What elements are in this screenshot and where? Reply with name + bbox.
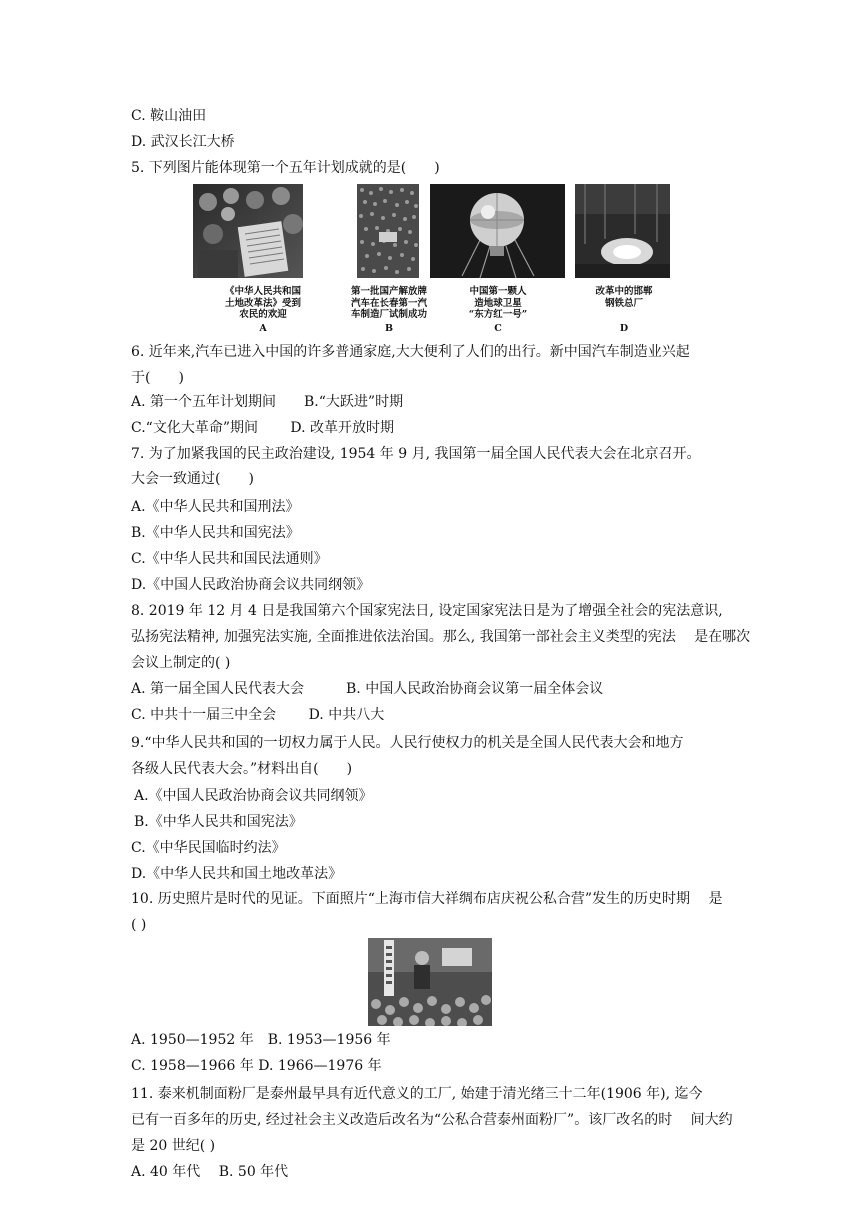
text-line: A. 1950—1952 年 B. 1953—1956 年 — [131, 1032, 391, 1048]
panel-letter: D — [619, 323, 629, 334]
text-line: D.《中华人民共和国土地改革法》 — [131, 866, 343, 882]
photo-d-steel-plant — [575, 184, 670, 278]
caption-line: 钢铁总厂 — [604, 297, 643, 309]
text-line: 已有一百多年的历史, 经过社会主义改造后改名为“公私合营泰州面粉厂”。该厂改名的时 间大约 — [131, 1112, 733, 1128]
caption-line: 农民的欢迎 — [239, 309, 287, 320]
text-line: A. 第一届全国人民代表大会 B. 中国人民政治协商会议第一届全体会议 — [131, 681, 604, 697]
text-line: C. 中共十一届三中全会 D. 中共八大 — [131, 707, 385, 723]
photo-d-image — [575, 184, 670, 278]
text-line: D. 武汉长江大桥 — [131, 134, 235, 150]
caption-line: “东方红一号” — [468, 309, 528, 320]
caption-line: 土地改革法》受到 — [224, 297, 301, 309]
text-line: 各级人民代表大会。”材料出自( ) — [131, 761, 353, 777]
caption-line: 造地球卫星 — [474, 297, 522, 309]
text-line: ( ) — [131, 917, 147, 933]
text-line: C.《中华民国临时约法》 — [131, 840, 286, 856]
photo-q10-public-private-joint-venture — [368, 938, 492, 1026]
panel-letter: A — [259, 322, 267, 334]
text-line: 是 20 世纪( ) — [131, 1138, 216, 1154]
caption-line: 改革中的邯郸 — [595, 286, 653, 297]
caption-c — [445, 286, 551, 334]
photo-a-image — [193, 184, 303, 278]
text-line: 5. 下列图片能体现第一个五年计划成就的是( ) — [131, 160, 440, 176]
photo-b-first-trucks — [357, 184, 419, 278]
panel-letter: C — [494, 322, 502, 334]
caption-line: 中国第一颗人 — [469, 286, 527, 297]
photo-q10-image — [368, 938, 492, 1026]
text-line: B.《中华人民共和国宪法》 — [131, 525, 300, 541]
text-line: A.《中华人民共和国刑法》 — [131, 499, 300, 515]
caption-line: 《中华人民共和国 — [224, 286, 301, 297]
text-line: 9.“中华人民共和国的一切权力属于人民。人民行使权力的机关是全国人民代表大会和地方 — [131, 735, 684, 751]
text-line: 8. 2019 年 12 月 4 日是我国第六个国家宪法日, 设定国家宪法日是为了增强全社会的宪法意识, — [131, 603, 723, 619]
text-line: 7. 为了加紧我国的民主政治建设, 1954 年 9 月, 我国第一届全国人民代表大会在北京召开。 — [131, 446, 701, 462]
caption-b — [333, 286, 445, 334]
text-line: 会议上制定的( ) — [131, 655, 231, 671]
text-line: A. 第一个五年计划期间 B.“大跃进”时期 — [131, 394, 404, 410]
text-line: C. 1958—1966 年 D. 1966—1976 年 — [131, 1058, 382, 1074]
panel-letter: B — [384, 322, 394, 334]
text-line: B.《中华人民共和国宪法》 — [134, 814, 303, 830]
text-line: A.《中国人民政治协商会议共同纲领》 — [134, 788, 373, 804]
caption-line: 第一批国产解放牌 — [350, 286, 427, 297]
photo-a-land-reform — [193, 184, 303, 278]
text-line: A. 40 年代 B. 50 年代 — [131, 1164, 289, 1180]
text-line: 于( ) — [131, 370, 184, 386]
photo-b-image — [357, 184, 419, 278]
text-line: 10. 历史照片是时代的见证。下面照片“上海市信大祥绸布店庆祝公私合营”发生的历史时期 是 — [131, 891, 723, 907]
text-line: C.“文化大革命”期间 D. 改革开放时期 — [131, 420, 395, 436]
text-line: 6. 近年来,汽车已进入中国的许多普通家庭,大大便利了人们的出行。新中国汽车制造业兴起 — [131, 344, 690, 360]
caption-line: 车制造厂试制成功 — [350, 309, 427, 320]
photo-c-satellite — [430, 184, 565, 278]
text-line: C.《中华人民共和国民法通则》 — [131, 551, 328, 567]
text-line: D.《中国人民政治协商会议共同纲领》 — [131, 577, 371, 593]
caption-a — [193, 286, 333, 334]
photo-c-image — [430, 184, 565, 278]
caption-line: 汽车在长春第一汽 — [350, 297, 427, 309]
text-line: C. 鞍山油田 — [131, 108, 207, 124]
text-line: 弘扬宪法精神, 加强宪法实施, 全面推进依法治国。那么, 我国第一部社会主义类型的宪法 是在哪次 — [131, 629, 751, 645]
text-line: 大会一致通过( ) — [131, 471, 254, 487]
caption-d — [570, 286, 678, 335]
text-line: 11. 泰来机制面粉厂是泰州最早具有近代意义的工厂, 始建于清光绪三十二年(1906 年), 迄今 — [131, 1086, 703, 1102]
